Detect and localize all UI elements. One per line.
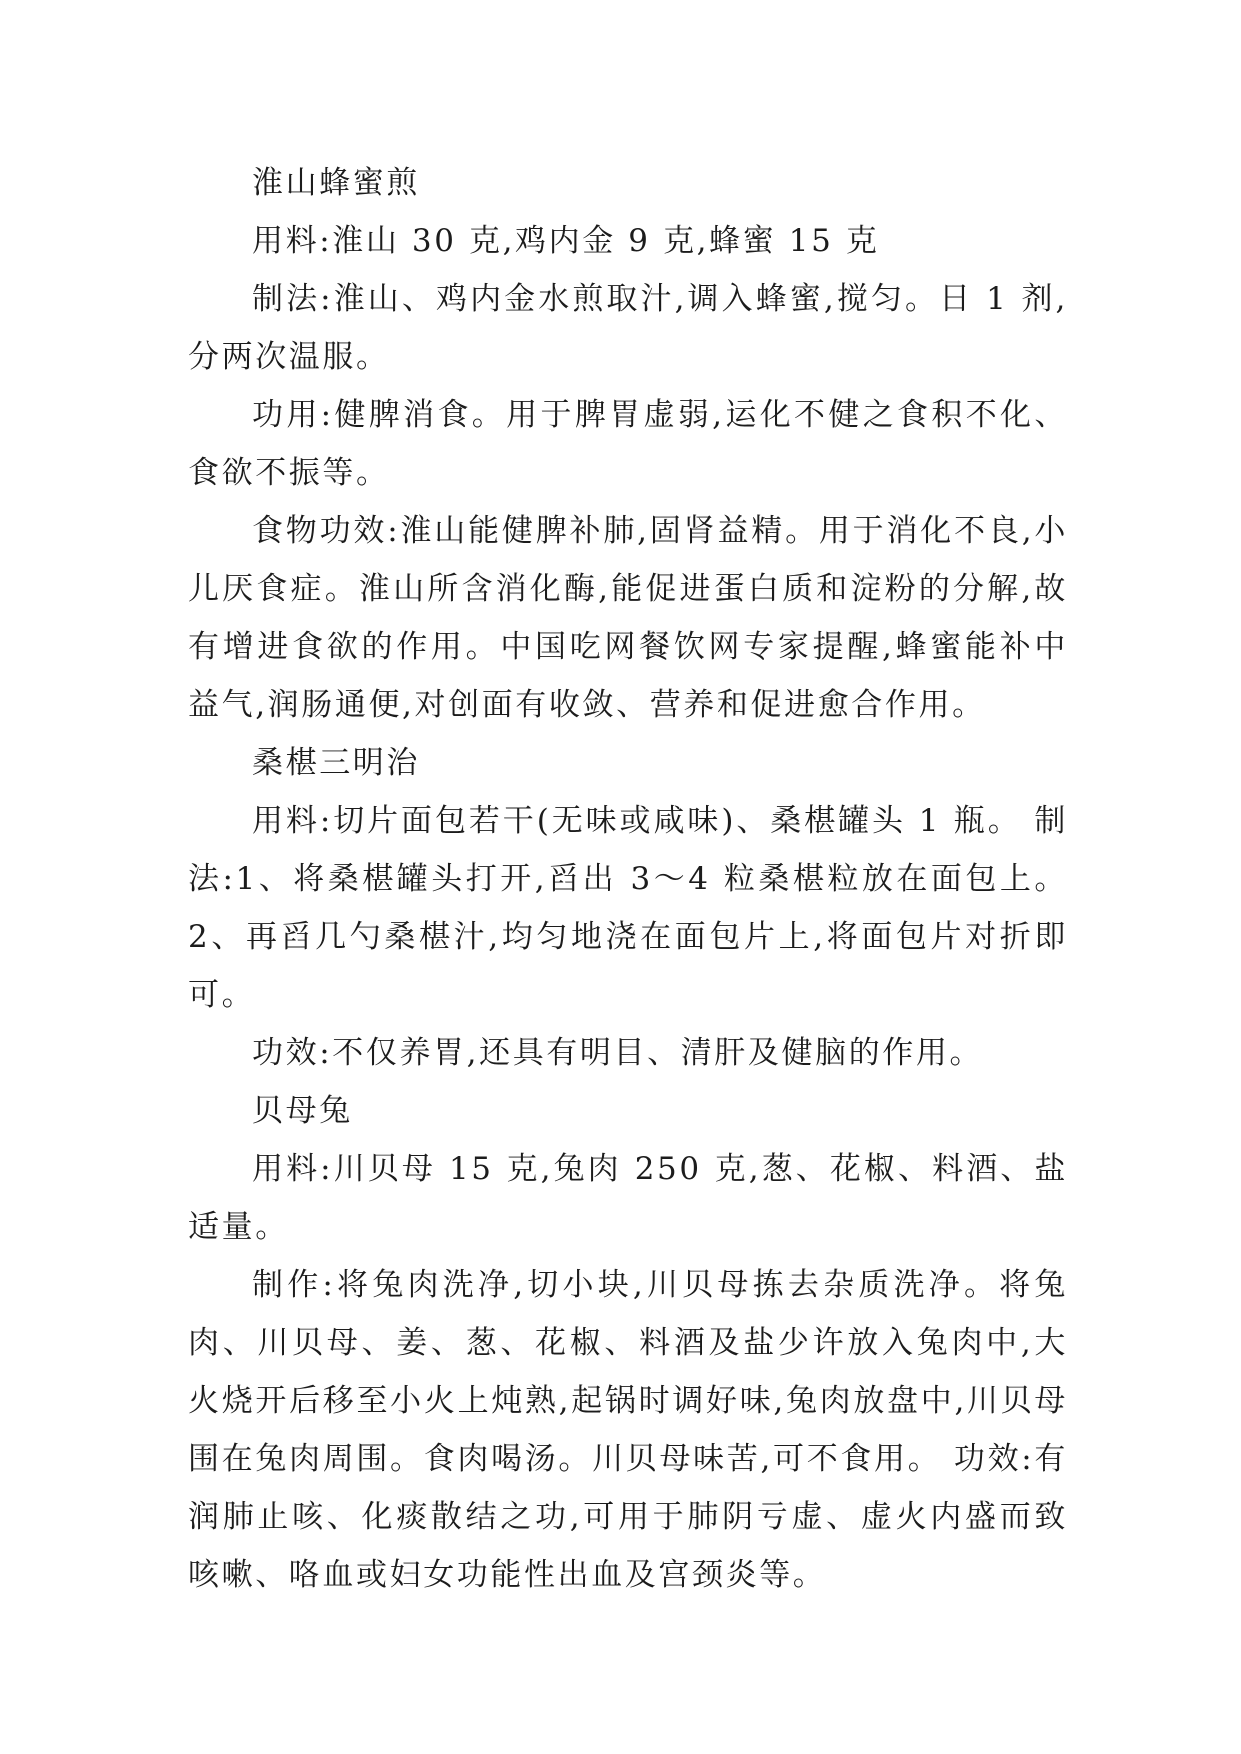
recipe-title-beimu-rabbit: 贝母兔 [252,1093,353,1129]
effect-paragraph: 功用:健脾消食。用于脾胃虚弱,运化不健之食积不化、食欲不振等。 [188,397,1068,491]
recipe-title-mulberry-sandwich: 桑椹三明治 [252,745,420,781]
recipe-title-huaishan-honey: 淮山蜂蜜煎 [252,165,420,201]
effect-paragraph: 功效:不仅养胃,还具有明目、清肝及健脑的作用。 [252,1035,984,1071]
ingredients-paragraph: 用料:淮山 30 克,鸡内金 9 克,蜂蜜 15 克 [252,223,880,259]
preparation-effect-paragraph: 制作:将兔肉洗净,切小块,川贝母拣去杂质洗净。将兔肉、川贝母、姜、葱、花椒、料酒及盐少许放入兔肉中,大火烧开后移至小火上炖熟,起锅时调好味,兔肉放盘中,川贝母围在兔肉周围。食肉喝汤。川贝母味苦,可不食用。 功效:有润肺止咳、化痰散结之功,可用于肺阴亏虚、虚火内盛而致咳嗽、咯血或妇女功能性出血及宫颈炎等。 [188,1267,1068,1593]
ingredients-paragraph: 用料:川贝母 15 克,兔肉 250 克,葱、花椒、料酒、盐适量。 [188,1151,1068,1245]
food-effect-paragraph: 食物功效:淮山能健脾补肺,固肾益精。用于消化不良,小儿厌食症。淮山所含消化酶,能促进蛋白质和淀粉的分解,故有增进食欲的作用。中国吃网餐饮网专家提醒,蜂蜜能补中益气,润肠通便,对创面有收敛、营养和促进愈合作用。 [188,513,1068,723]
document-body [188,154,1068,1604]
method-paragraph: 制法:淮山、鸡内金水煎取汁,调入蜂蜜,搅匀。日 1 剂,分两次温服。 [188,281,1068,375]
ingredients-method-paragraph: 用料:切片面包若干(无味或咸味)、桑椹罐头 1 瓶。 制法:1、将桑椹罐头打开,舀出 3～4 粒桑椹粒放在面包上。2、再舀几勺桑椹汁,均匀地浇在面包片上,将面包片对折即可。 [188,803,1068,1013]
